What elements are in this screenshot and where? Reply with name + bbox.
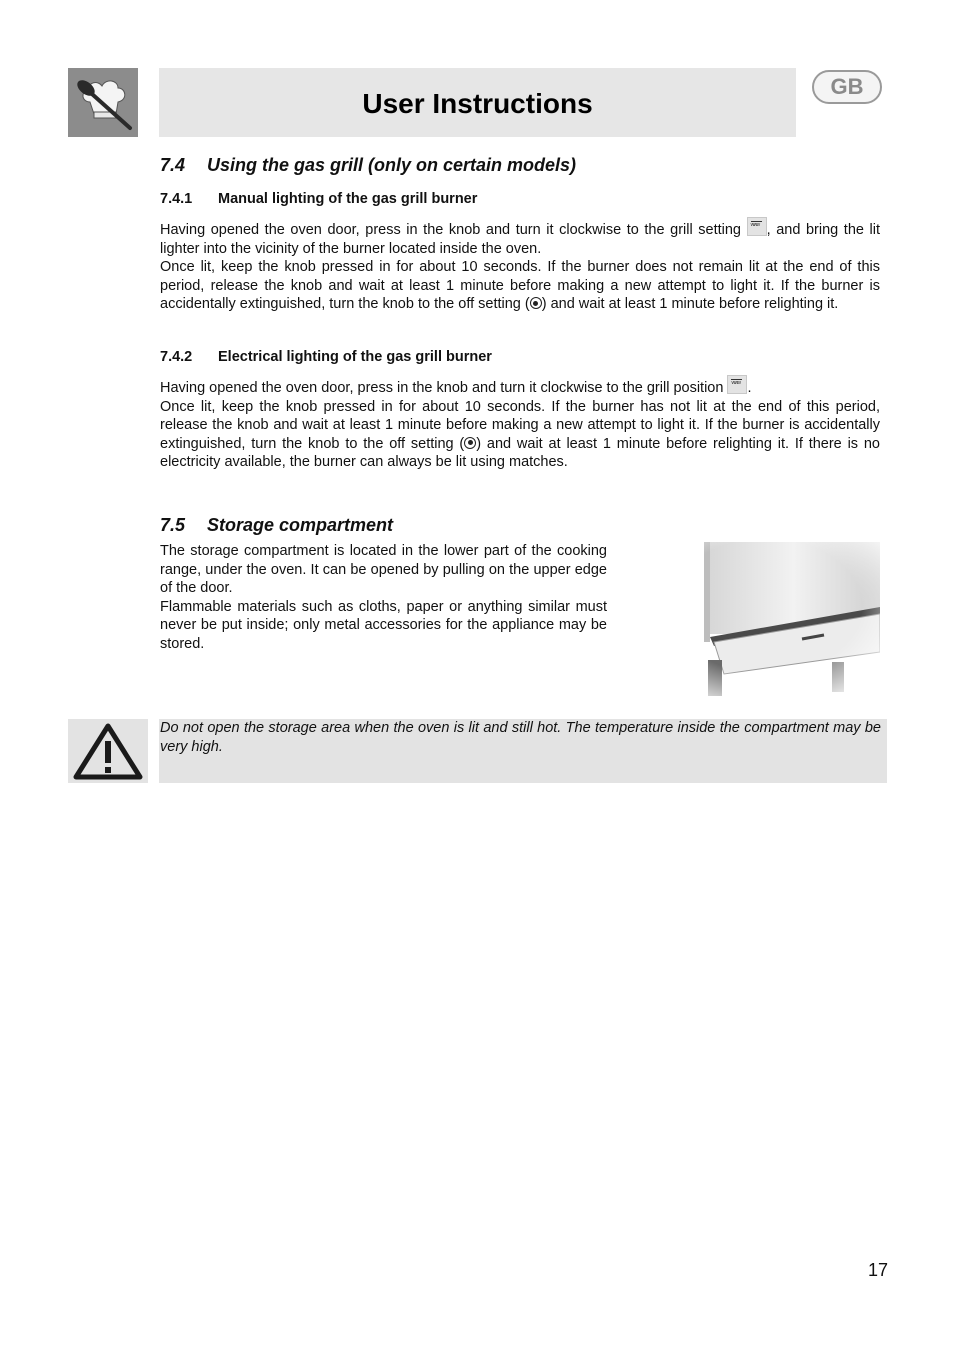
subsection-title: Manual lighting of the gas grill burner: [218, 191, 478, 207]
off-setting-icon: [464, 437, 476, 449]
text-run: ) and wait at least 1 minute before relighting it. If there is no electricity available, the burner can always be lit using matches.: [160, 435, 880, 470]
paragraph-7-4-1: [160, 217, 880, 314]
text-run: Having opened the oven door, press in the knob and turn it clockwise to the grill position: [160, 380, 724, 396]
warning-icon-box: [68, 719, 148, 783]
warning-text: Do not open the storage area when the oven is lit and still hot. The temperature inside the compartment may be very high.: [160, 720, 881, 755]
off-setting-icon: [530, 297, 542, 309]
text-run: .: [747, 380, 752, 396]
page-number: 17: [867, 1260, 888, 1280]
subsection-number: 7.4.2: [160, 349, 193, 365]
text-run: Once lit, keep the knob pressed in for about 10 seconds. If the burner does not remain lit at the end of this period, release the knob and wait at least 1 minute before making a new attempt to light it. If the burner is accidentally extinguished, turn the knob to the off setting (: [160, 259, 880, 312]
subsection-title: Electrical lighting of the gas grill burner: [218, 349, 492, 365]
text-run: , and bring the lit lighter into the vicinity of the burner located inside the oven.: [160, 222, 881, 257]
section-number: 7.4: [160, 155, 186, 175]
page-title: User Instructions: [362, 88, 593, 119]
spoon-chef-hat-icon: [68, 68, 138, 137]
paragraph-7-5: [160, 542, 607, 653]
language-badge: GB: [812, 70, 882, 104]
subsection-number: 7.4.1: [160, 191, 193, 207]
section-title: Using the gas grill (only on certain models): [207, 155, 577, 175]
warning-triangle-icon: [68, 719, 148, 783]
text-run: ) and wait at least 1 minute before relighting it.: [541, 296, 839, 312]
brand-logo: [68, 68, 138, 137]
grill-setting-icon: [747, 217, 767, 236]
text-run: Once lit, keep the knob pressed in for about 10 seconds. If the burner has not lit at the end of this period, release the knob and wait at least 1 minute before making a new attempt to light it. If the burner is accidentally extinguished, turn the knob to the off setting (: [160, 398, 880, 452]
text-run: Flammable materials such as cloths, paper or anything similar must never be put inside; only metal accessories for the appliance may be stored.: [160, 598, 607, 652]
storage-compartment-photo: [652, 542, 880, 702]
section-heading-7-4: [160, 155, 576, 176]
text-run: Having opened the oven door, press in the knob and turn it clockwise to the grill setting: [160, 222, 741, 238]
subsection-heading-7-4-2: [160, 349, 492, 365]
text-run: The storage compartment is located in the lower part of the cooking range, under the oven. It can be opened by pulling on the upper edge of the door.: [160, 543, 607, 596]
paragraph-7-4-2: [160, 375, 880, 472]
section-number: 7.5: [160, 515, 186, 535]
section-heading-7-5: [160, 515, 393, 536]
subsection-heading-7-4-1: [160, 191, 477, 207]
section-title: Storage compartment: [207, 515, 394, 535]
grill-setting-icon: [727, 375, 747, 394]
